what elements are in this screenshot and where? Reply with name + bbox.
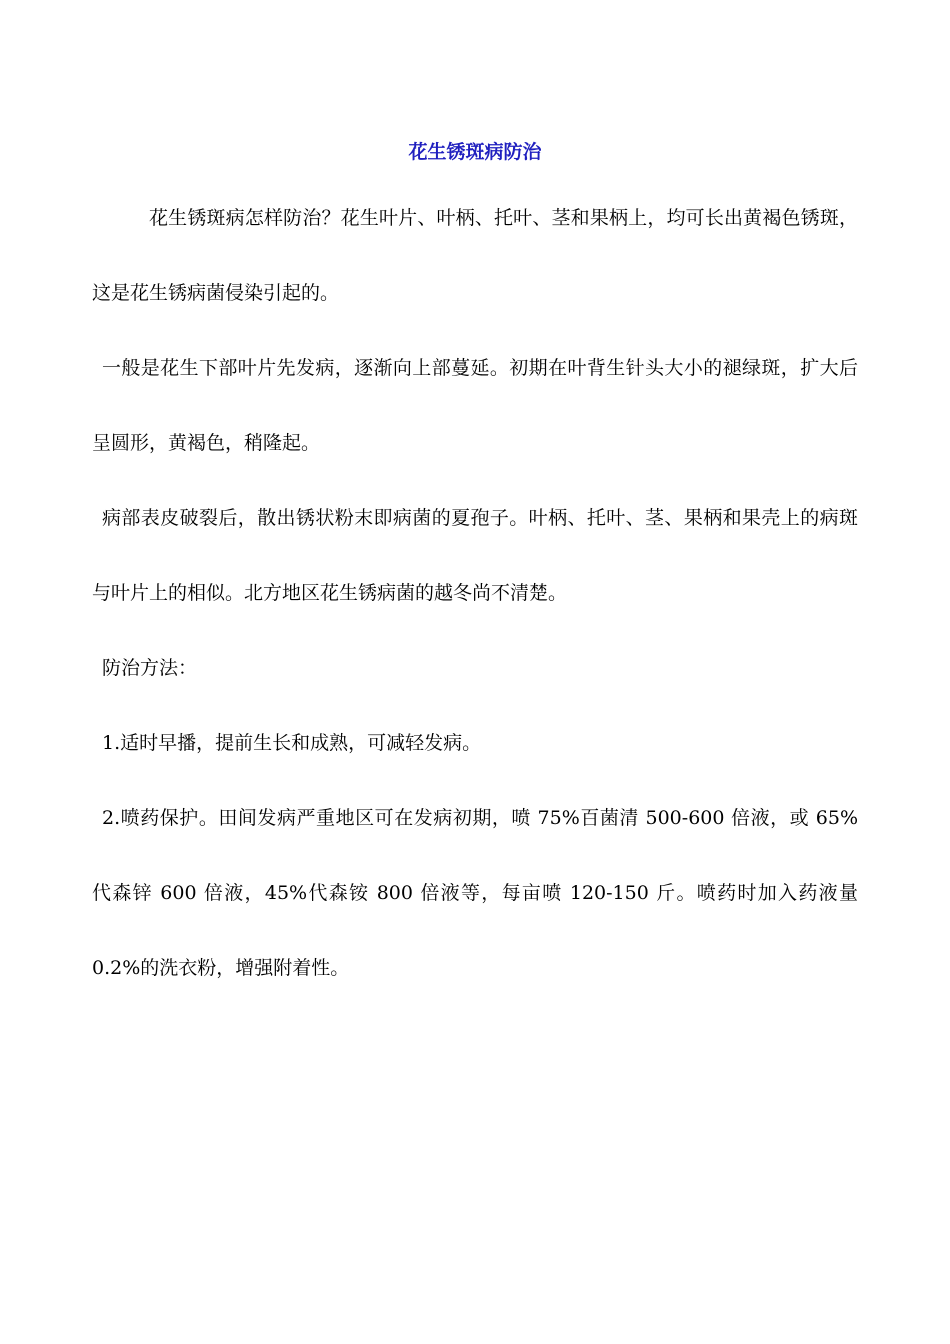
- document-body: [92, 181, 858, 1006]
- paragraph-methods-heading: 防治方法：: [102, 657, 198, 679]
- paragraph-spores: 病部表皮破裂后，散出锈状粉末即病菌的夏孢子。叶柄、托叶、茎、果柄和果壳上的病斑与叶片上的相似。北方地区花生锈病菌的越冬尚不清楚。: [92, 507, 858, 604]
- paragraph-symptoms: 一般是花生下部叶片先发病，逐渐向上部蔓延。初期在叶背生针头大小的褪绿斑，扩大后呈圆形，黄褐色，稍隆起。: [92, 357, 858, 454]
- paragraph-method-1: 1.适时早播，提前生长和成熟，可减轻发病。: [102, 732, 482, 754]
- paragraph-method-2: 2.喷药保护。田间发病严重地区可在发病初期，喷 75%百菌清 500-600 倍液，或 65%代森锌 600 倍液，45%代森铵 800 倍液等，每亩喷 120-150 斤。喷药时加入药液量 0.2%的洗衣粉，增强附着性。: [92, 807, 858, 979]
- document-title: 花生锈斑病防治: [408, 141, 542, 163]
- paragraph-intro: 花生锈斑病怎样防治？花生叶片、叶柄、托叶、茎和果柄上，均可长出黄褐色锈斑，这是花生锈病菌侵染引起的。: [92, 207, 858, 304]
